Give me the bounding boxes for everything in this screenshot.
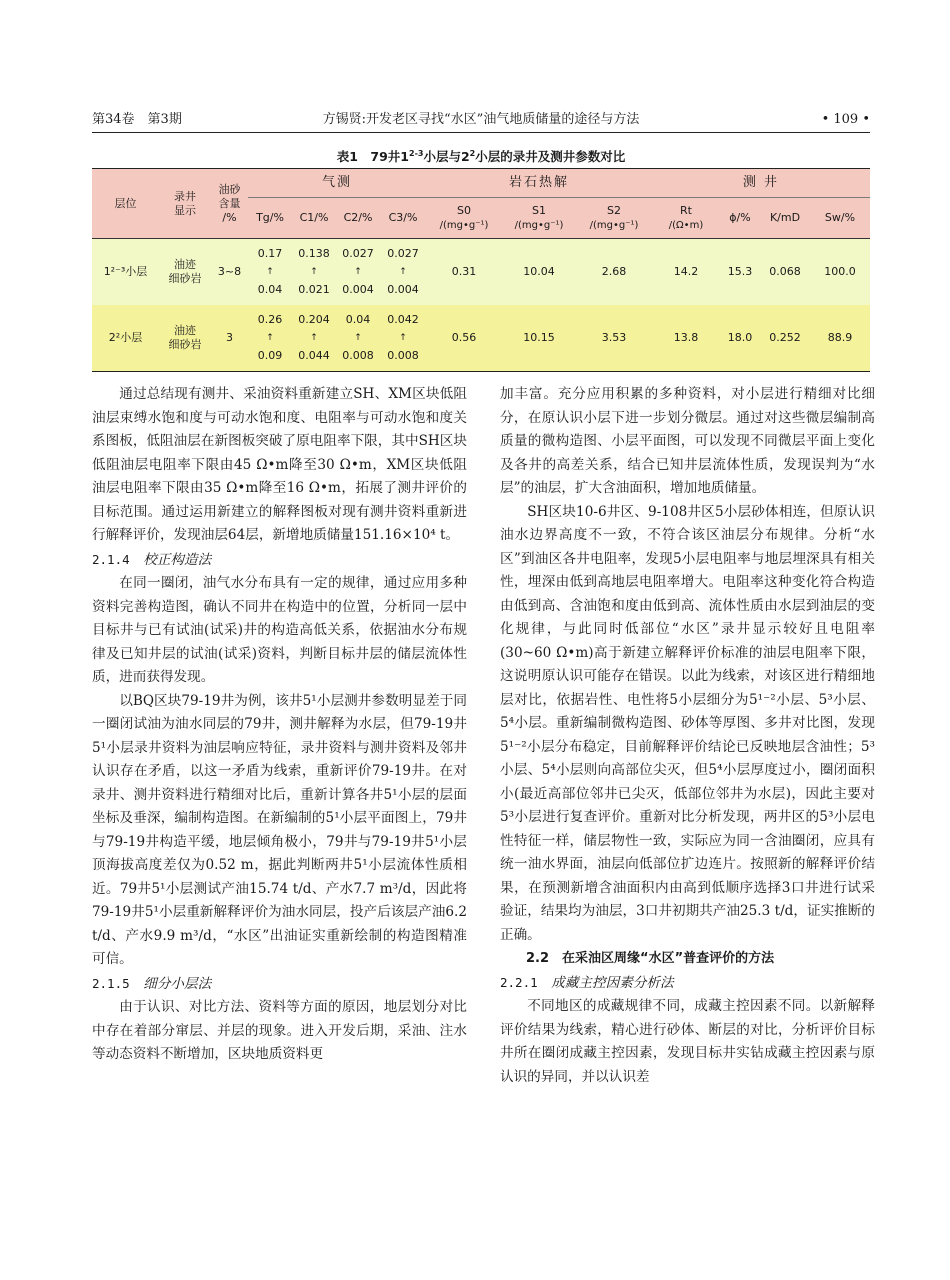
- up-arrow-icon: ↑: [354, 332, 362, 343]
- paragraph: 不同地区的成藏规律不同，成藏主控因素不同。以新解释评价结果为线索，精心进行砂体、断层的对比，分析评价目标井所在圈闭成藏主控因素，发现目标井实钻成藏主控因素与原认识的异同，并以认识差: [500, 998, 875, 1085]
- up-arrow-icon: ↑: [399, 266, 407, 277]
- right-column: [500, 383, 875, 1089]
- col-c1: C1/%: [299, 211, 329, 224]
- col-sw: Sw/%: [824, 211, 856, 224]
- section-heading-2-1-5: 2.1.5 细分小层法: [92, 975, 212, 992]
- left-column: [92, 383, 467, 1067]
- up-arrow-icon: ↑: [399, 332, 407, 343]
- col-logging: 录井 显示: [174, 189, 196, 217]
- paragraph: 加丰富。充分应用积累的多种资料，对小层进行精细对比细分，在原认识小层下进一步划分微层。通过对这些微层编制高质量的微构造图、小层平面图，可以发现不同微层平面上变化及各井的高差关系，结合已知井层流体性质，发现误判为“水层”的油层，扩大含油面积，增加地质储量。: [500, 386, 875, 496]
- col-c2: C2/%: [343, 211, 373, 224]
- group-well-logging: 测 井: [652, 169, 870, 198]
- table-row: 1²⁻³小层 油迹 细砂岩 3~8 0.17 ↑ 0.04 0.138 ↑ 0.021 0.027 ↑ 0.004 0.027 ↑ 0.004 0.31 10.04 2.68 14.2 15.3 0.068 100.0: [92, 239, 870, 306]
- up-arrow-icon: ↑: [310, 332, 318, 343]
- up-arrow-icon: ↑: [266, 332, 274, 343]
- group-gas-logging: 气测: [248, 169, 426, 198]
- col-rt: Rt /(Ω•m): [668, 203, 704, 231]
- col-s1: S1 /(mg•g⁻¹): [514, 203, 564, 231]
- col-tg: Tg/%: [256, 211, 284, 224]
- up-arrow-icon: ↑: [354, 266, 362, 277]
- running-title: 方锡贤:开发老区寻找“水区”油气地质储量的途径与方法: [322, 112, 640, 127]
- paragraph: SH区块10-6井区、9-108井区5小层砂体相连，但原认识油水边界高度不一致，不符合该区油层分布规律。分析“水区”到油区各井电阻率，发现5小层电阻率与地层埋深具有相关性，埋深由低到高地层电阻率增大。电阻率这种变化符合构造由低到高、含油饱和度由低到高、流体性质由水层到油层的变化规律，与此同时低部位“水区”录井显示较好且电阻率(30~60 Ω•m)高于新建立解释评价标准的油层电阻率下限，这说明原认识可能存在错误。以此为线索，对该区进行精细地层对比，依据岩性、电性将5小层细分为5¹⁻²小层、5³小层、5⁴小层。重新编制微构造图、砂体等厚图、多井对比图，发现5¹⁻²小层分布稳定，目前解释评价结论已反映地层含油性；5³小层、5⁴小层则向高部位尖灭，但5⁴小层厚度过小，圈闭面积小(最近高部位邻井已尖灭，低部位邻井为水层)，因此主要对5³小层进行复查评价。重新对比分析发现，两井区的5³小层电性特征一样，储层物性一致，实际应为同一含油圈闭，应具有统一油水界面，油层向低部位扩边连片。按照新的解释评价结果，在预测新增含油面积内由高到低顺序选择3口井进行试采验证，结果均为油层，3口井初期共产油25.3 t/d，证实推断的正确。: [500, 503, 875, 943]
- col-k: K/mD: [769, 211, 801, 224]
- col-s2: S2 /(mg•g⁻¹): [589, 203, 639, 231]
- up-arrow-icon: ↑: [266, 266, 274, 277]
- col-layer: 层位: [114, 196, 137, 210]
- page-number: • 109 •: [821, 112, 870, 127]
- paragraph: 由于认识、对比方法、资料等方面的原因，地层划分对比中存在着部分窜层、并层的现象。进入开发后期，采油、注水等动态资料不断增加，区块地质资料更: [92, 999, 467, 1062]
- col-s0: S0 /(mg•g⁻¹): [439, 203, 489, 231]
- paragraph: 通过总结现有测井、采油资料重新建立SH、XM区块低阻油层束缚水饱和度与可动水饱和度、电阻率与可动水饱和度关系图板，低阻油层在新图板突破了原电阻率下限，其中SH区块低阻油层电阻率下限由45 Ω•m降至30 Ω•m，XM区块低阻油层电阻率下限由35 Ω•m降至16 Ω•m，拓展了测井评价的目标范围。通过运用新建立的解释图板对现有测井资料重新进行解释评价，发现油层64层，新增地质储量151.16×10⁴ t。: [92, 386, 467, 543]
- section-heading-2-1-4: 2.1.4 校正构造法: [92, 551, 212, 568]
- parameter-table: [92, 168, 870, 372]
- paragraph: 在同一圈闭，油气水分布具有一定的规律，通过应用多种资料完善构造图，确认不同井在构造中的位置，分析同一层中目标井与已有试油(试采)井的构造高低关系，依据油水分布规律及已知井层的试油(试采)资料，判断目标井层的储层流体性质，进而获得发现。: [92, 575, 467, 685]
- journal-volume-issue: 第34卷 第3期: [92, 112, 182, 127]
- up-arrow-icon: ↑: [310, 266, 318, 277]
- table-row: 2²小层 油迹 细砂岩 3 0.26 ↑ 0.09 0.204 ↑ 0.044 0.04 ↑ 0.008 0.042 ↑ 0.008 0.56 10.15 3.53 13.8 18.0 0.252 88.9: [92, 305, 870, 372]
- section-heading-2-2-1: 2.2.1 成藏主控因素分析法: [500, 974, 674, 991]
- col-sand: 油砂 含量 /%: [218, 182, 241, 224]
- col-phi: ϕ/%: [729, 211, 751, 224]
- running-header: [92, 110, 870, 133]
- table-caption: 表1 79井1$^{2-3}$小层与$2^2$小层的录井及测井参数对比: [336, 148, 626, 164]
- section-heading-2-2: 2.2 在采油区周缘“水区”普查评价的方法: [526, 951, 775, 966]
- group-pyrolysis: 岩石热解: [426, 169, 652, 198]
- paragraph: 以BQ区块79-19井为例，该井5¹小层测井参数明显差于同一圈闭试油为油水同层的79井，测井解释为水层，但79-19井5¹小层录井资料为油层响应特征，录井资料与测井资料及邻井认识存在矛盾，以这一矛盾为线索，重新评价79-19井。在对录井、测井资料进行精细对比后，重新计算各井5¹小层的层面坐标及垂深，编制构造图。在新编制的5¹小层平面图上，79井与79-19井构造平缓，地层倾角极小，79井与79-19井5¹小层顶海拔高度差仅为0.52 m，据此判断两井5¹小层流体性质相近。79井5¹小层测试产油15.74 t/d、产水7.7 m³/d，因此将79-19井5¹小层重新解释评价为油水同层，投产后该层产油6.2 t/d、产水9.9 m³/d，“水区”出油证实重新绘制的构造图精准可信。: [92, 692, 467, 967]
- col-c3: C3/%: [388, 211, 418, 224]
